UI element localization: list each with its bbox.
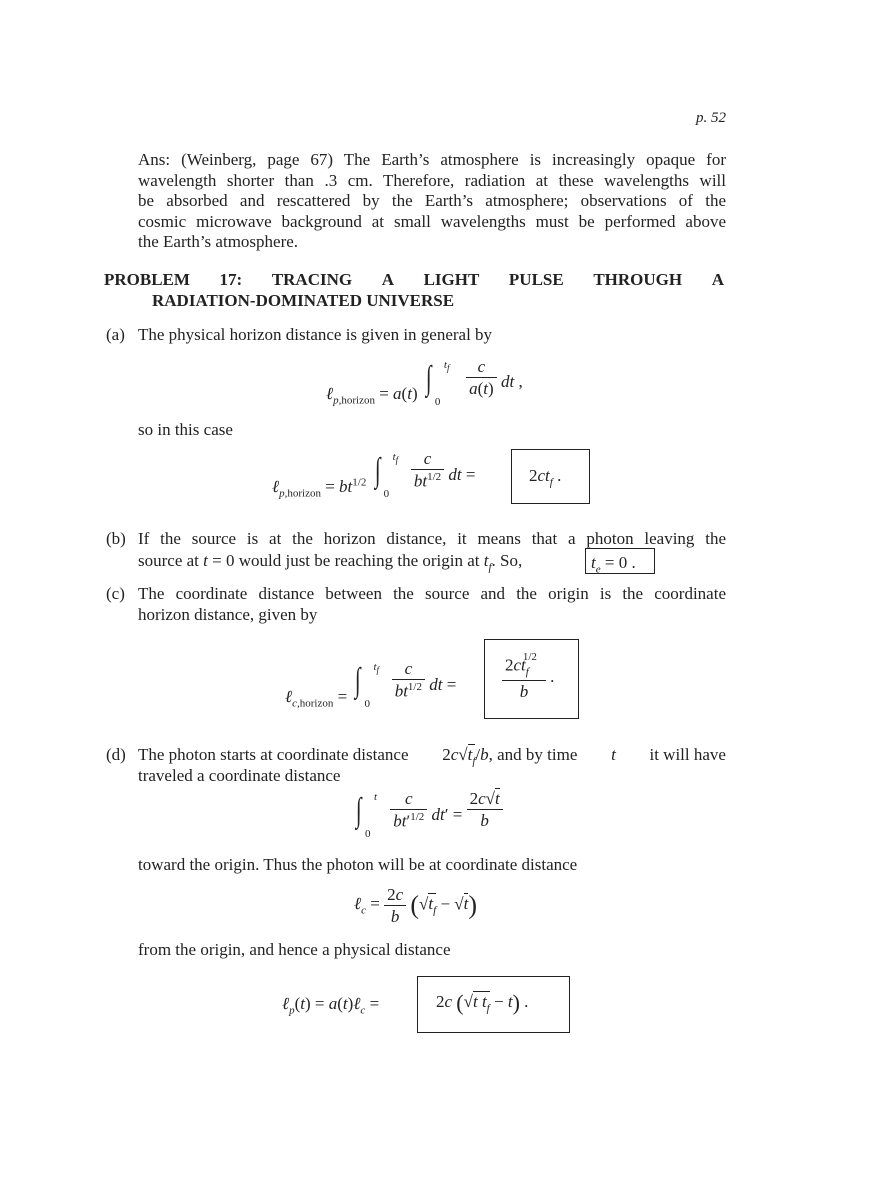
part-a-label: (a) [106,325,125,344]
part-c-label: (c) [106,584,125,603]
part-d-after-lc: from the origin, and hence a physical distance [138,940,451,959]
result-te: $t_e = 0$ . [591,553,636,576]
part-d-label: (d) [106,745,126,764]
part-d-line2: traveled a coordinate distance [138,766,341,785]
heading-word: A [711,270,724,289]
page-number: p. 52 [696,110,726,126]
problem-heading [104,270,724,311]
result-2ctf: $2ct_f$ . [529,466,562,489]
part-b-text: would just be reaching the origin at [234,551,484,570]
part-c-line2: horizon distance, given by [138,605,318,624]
equation-lc: ℓ$_c$ = $\frac{2c}{b}$ $(√t_f - √t)$ [354,885,478,926]
part-b-text: . So, [491,551,523,570]
heading-word: 17: [219,270,243,289]
part-a-intro: The physical horizon distance is given in general by [138,325,493,344]
heading-word: TRACING [271,270,353,289]
equation-physical-horizon-case: ℓ$_{p,horizon}$ = $bt^{1/2}$ ∫ $t_f$ 0 $\frac{c}{bt^{1/2}}$ dt = [272,449,476,500]
heading-word: LIGHT [423,270,480,289]
result-lp: 2c (√t $t_f - t$) . [436,990,529,1015]
part-d-after-integral: toward the origin. Thus the photon will be at coordinate distance [138,855,578,874]
part-b-line1: If the source is at the horizon distance, it means that a photon leaving the [138,529,726,548]
heading-word: PULSE [508,270,564,289]
part-d-start-distance: $2c√t_f/b$, and by time [442,745,578,768]
answer-line: wavelength shorter than .3 cm. Therefore, radiation at these wavelengths will [138,170,726,190]
equation-coordinate-horizon: ℓ$_{c,horizon}$ = ∫ $t_f$ 0 $\frac{c}{bt^{1/2}}$ dt = [285,659,457,710]
part-d-line1: The photon starts at coordinate distance $2c√t_f/b$, and by time t it will have [138,745,726,768]
equation-traveled-distance: ∫ t 0 $\frac{c}{bt'^{1/2}}$ dt′ = $\frac{2c√t}{b}$ [352,792,503,842]
answer-paragraph [138,150,726,253]
part-b-text: source at [138,551,204,570]
part-d-text: it will have [649,745,726,764]
part-d-text: , and by time [488,745,578,764]
part-b-label: (b) [106,529,126,548]
equation-lp: ℓ$_p$(t) = a(t)ℓ$_c$ = [282,994,380,1017]
answer-line: be absorbed and rescattered by the Earth’s atmosphere; observations of the [138,191,726,210]
part-b-line2: source at t = 0 would just be reaching the origin at $t_f$. So, [138,551,523,574]
result-coordinate: $\frac{2ct_f^{1/2}}{b}$ . [502,656,554,700]
answer-line: Ans: (Weinberg, page 67) The Earth’s atmosphere is increasingly opaque for [138,150,726,169]
part-d-text: The photon starts at coordinate distance [138,745,409,764]
heading-word: THROUGH [593,270,683,289]
problem-heading-line2: RADIATION-DOMINATED UNIVERSE [152,291,455,310]
problem-heading-line1 [104,270,724,290]
part-c-line1: The coordinate distance between the source and the origin is the coordinate [138,584,726,603]
answer-line: the Earth’s atmosphere. [138,232,299,251]
part-a-between: so in this case [138,420,233,439]
answer-line: cosmic microwave background at small wavelengths must be performed above [138,211,726,231]
heading-word: A [381,270,394,289]
heading-word: PROBLEM [104,270,190,289]
equation-physical-horizon-general: ℓ$_{p,horizon}$ = a(t) ∫ $t_f$ 0 $\frac{c}{a(t)}$ dt , [326,357,523,408]
